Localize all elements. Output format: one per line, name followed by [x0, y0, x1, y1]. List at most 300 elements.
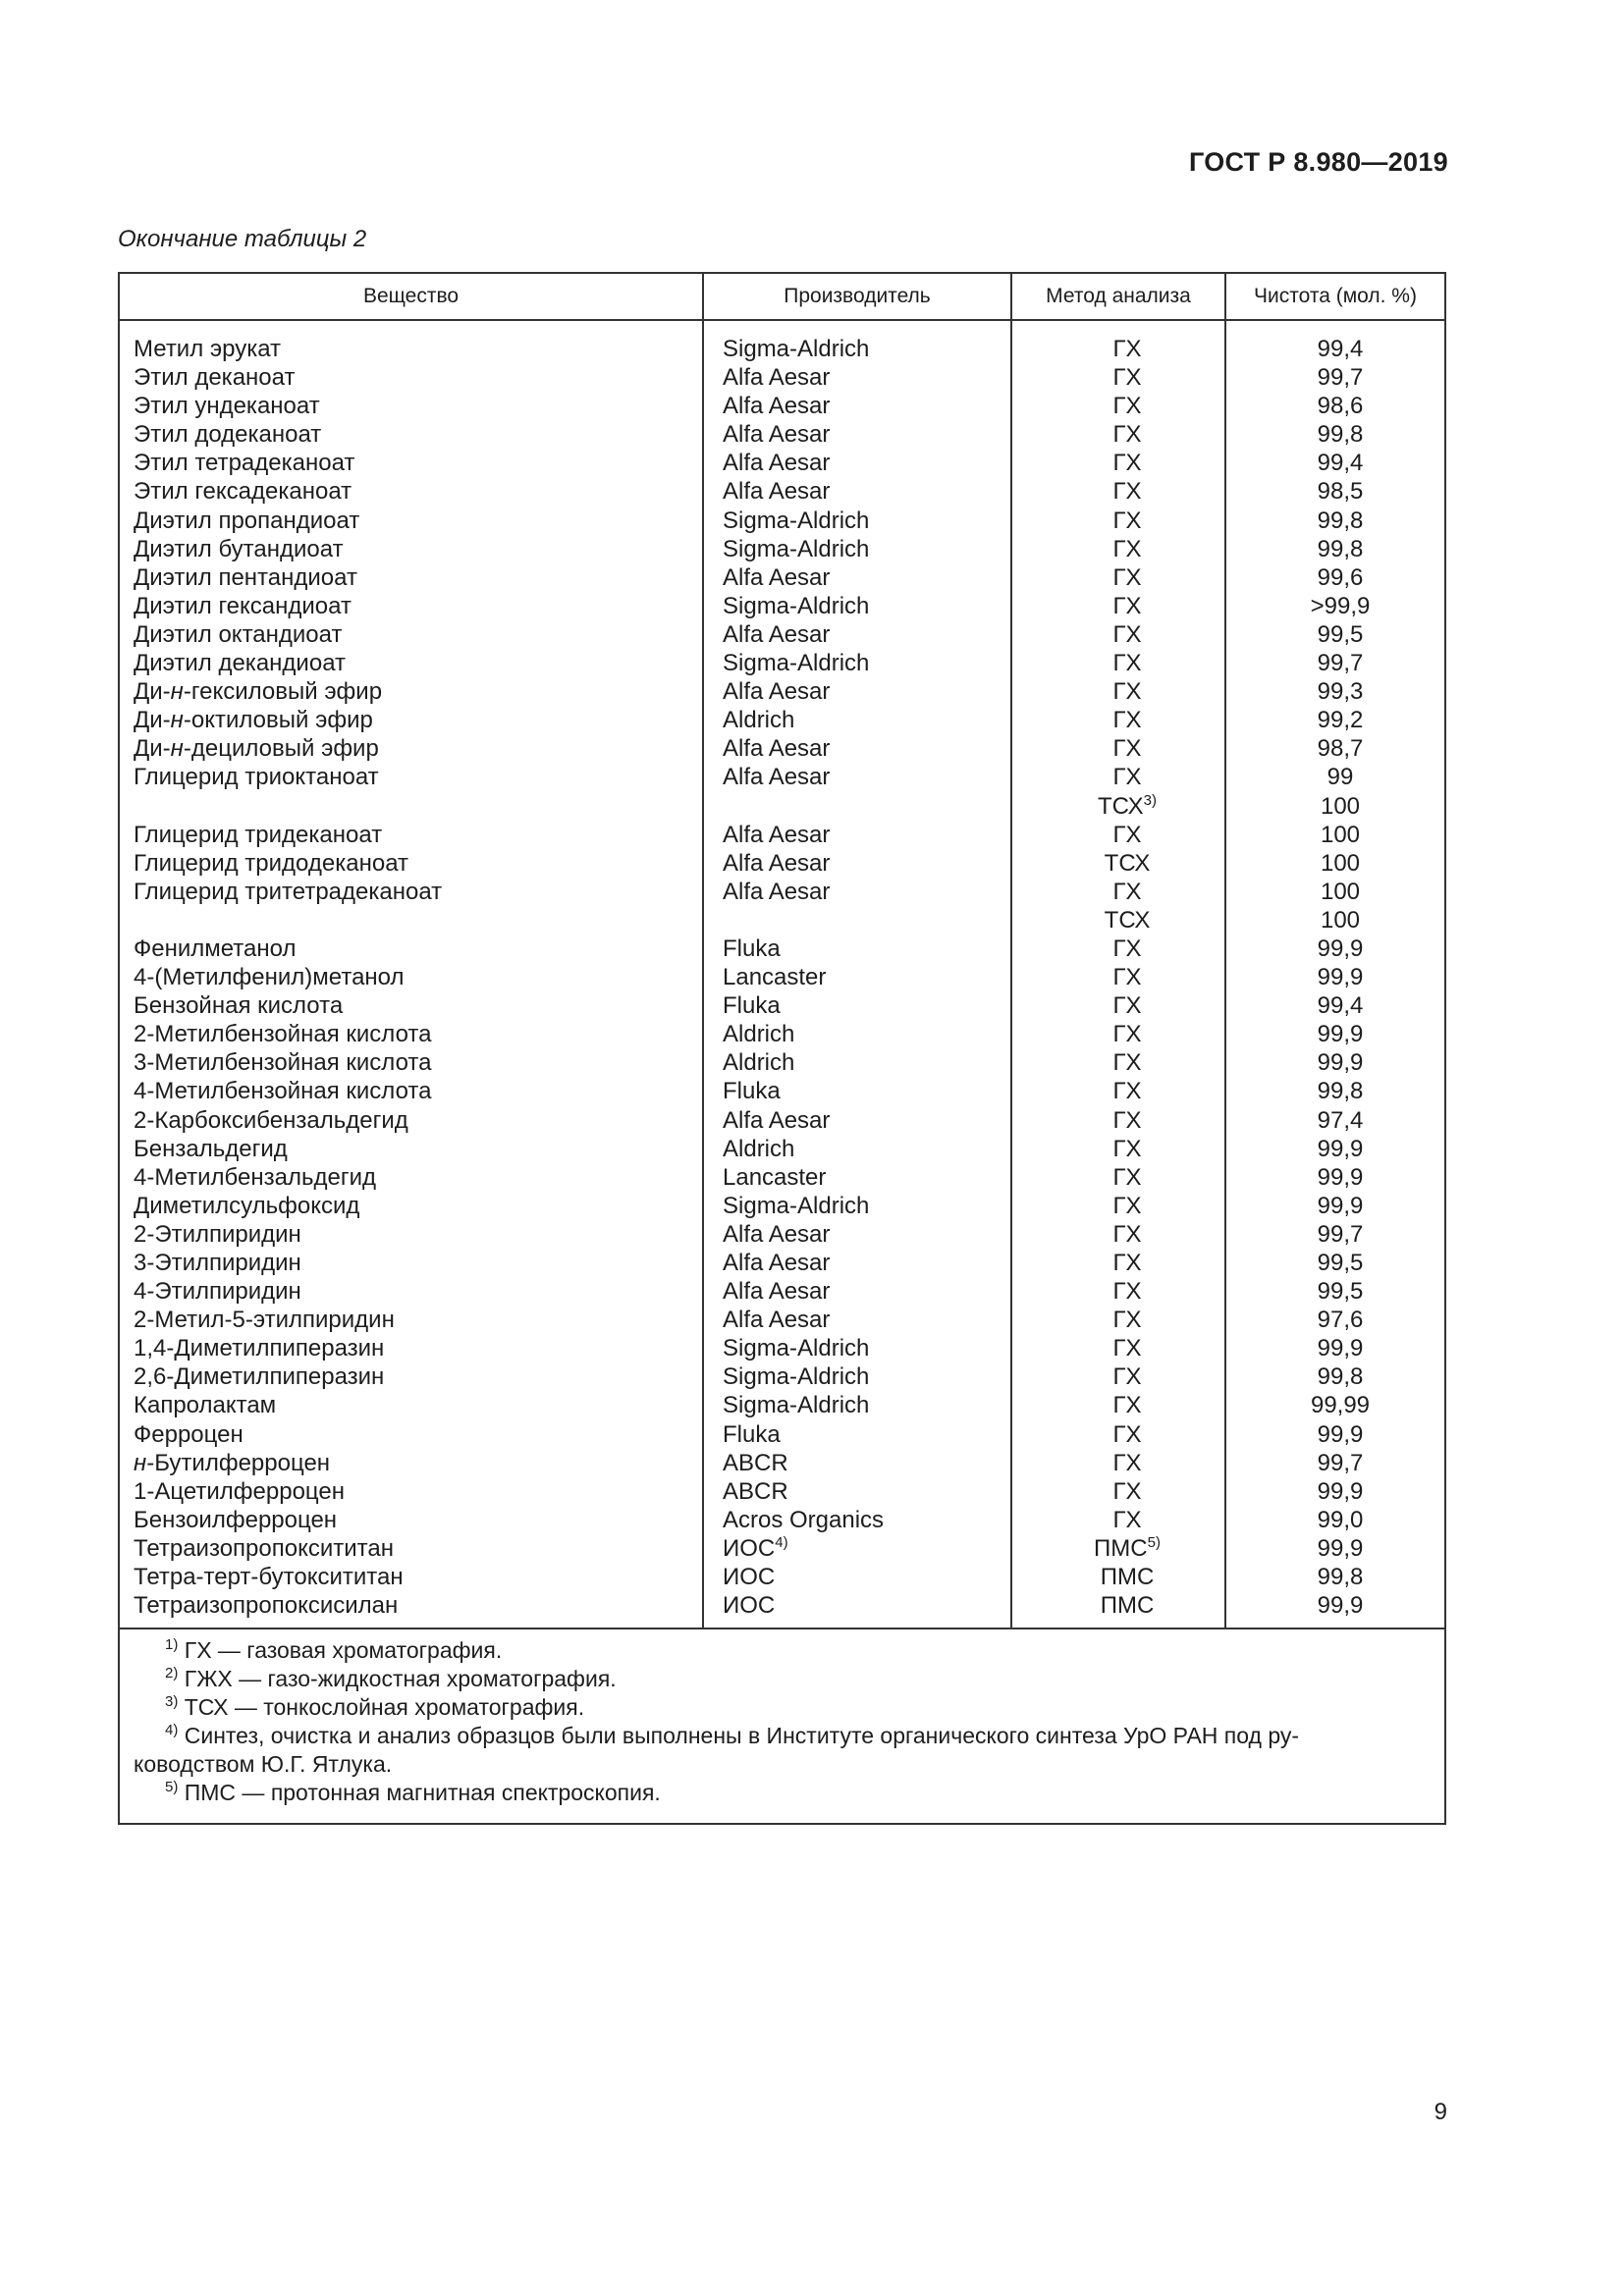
table-row [120, 1106, 1444, 1135]
method-text: ГХ [1112, 934, 1142, 962]
table-row [120, 1077, 1444, 1105]
method-text: ГХ [1112, 1049, 1142, 1077]
cell-purity: 99 [1326, 764, 1354, 791]
cell-maker [723, 477, 830, 506]
cell-substance: Бензальдегид [134, 1135, 288, 1162]
cell-method [1020, 1135, 1234, 1163]
table-row [120, 1506, 1444, 1534]
maker-text: ИОС [723, 1592, 776, 1620]
substance-text: -октиловый эфир [183, 707, 373, 734]
cell-maker [723, 449, 830, 477]
table-row [120, 906, 1444, 934]
substance-italic-prefix: н [170, 707, 184, 734]
cell-maker [723, 1563, 775, 1591]
footnote [120, 1779, 1444, 1807]
cell-purity: 99,8 [1317, 421, 1364, 449]
method-text: ГХ [1112, 563, 1142, 591]
table-row [120, 335, 1444, 363]
method-text: ГХ [1112, 421, 1142, 449]
cell-substance: Этил тетрадеканоат [134, 450, 355, 477]
cell-method [1020, 1449, 1234, 1477]
substance-text: Ди- [134, 678, 171, 706]
cell-purity: 100 [1320, 906, 1361, 934]
cell-maker [723, 1135, 794, 1163]
method-text: ГХ [1112, 1335, 1142, 1362]
cell-maker [723, 1249, 830, 1277]
cell-maker [723, 1306, 830, 1334]
cell-method [1020, 1048, 1234, 1077]
maker-text: Alfa Aesar [723, 620, 831, 648]
method-text: ГХ [1112, 1163, 1142, 1191]
maker-text: Sigma-Aldrich [723, 1192, 870, 1219]
cell-method [1020, 963, 1234, 991]
cell-purity: 99,9 [1317, 964, 1364, 991]
maker-text: Alfa Aesar [723, 878, 831, 905]
cell-substance [134, 706, 373, 734]
table-row [120, 649, 1444, 677]
table-row [120, 849, 1444, 878]
cell-method [1020, 563, 1234, 592]
column-header-substance: Вещество [362, 285, 460, 307]
maker-text: Alfa Aesar [723, 821, 831, 848]
table-row [120, 420, 1444, 449]
cell-purity: 99,3 [1317, 678, 1364, 706]
document-code: ГОСТ Р 8.980—2019 [1188, 147, 1448, 177]
maker-text: Alfa Aesar [723, 393, 831, 420]
cell-maker [723, 620, 830, 649]
cell-method [1020, 1391, 1234, 1419]
cell-purity: 98,7 [1317, 735, 1364, 763]
cell-method [1020, 1420, 1234, 1449]
method-text: ТСХ [1104, 849, 1151, 877]
cell-substance: Тетра-терт-бутоксититан [134, 1564, 404, 1591]
method-text: ГХ [1112, 1021, 1142, 1048]
cell-method [1020, 1477, 1234, 1506]
substance-italic-prefix: н [170, 735, 184, 763]
cell-method [1020, 1277, 1234, 1306]
cell-substance: Фенилметанол [134, 934, 297, 962]
cell-maker [723, 963, 826, 991]
method-text: ГХ [1112, 1307, 1142, 1334]
cell-method [1020, 1192, 1234, 1220]
maker-text: Alfa Aesar [723, 563, 831, 591]
method-text: ГХ [1112, 507, 1142, 534]
cell-maker [723, 649, 869, 677]
method-text: ПМС [1100, 1564, 1155, 1591]
footnote-continuation: ководством Ю.Г. Ятлука. [134, 1751, 393, 1777]
table-row [120, 1135, 1444, 1163]
table-row [120, 620, 1444, 649]
cell-purity: 99,8 [1317, 1363, 1364, 1391]
maker-text: Aldrich [723, 1135, 795, 1162]
maker-text: Sigma-Aldrich [723, 592, 870, 619]
cell-method [1020, 449, 1234, 477]
footnotes [120, 1636, 1444, 1807]
table-header [120, 274, 1444, 321]
cell-substance: 2-Метилбензойная кислота [134, 1021, 432, 1048]
cell-maker [723, 1506, 884, 1534]
method-text: ГХ [1112, 1250, 1142, 1276]
cell-purity: 99,5 [1317, 1250, 1364, 1276]
cell-substance [134, 677, 382, 706]
column-header-purity: Чистота (мол. %) [1254, 285, 1417, 307]
cell-purity: 97,6 [1317, 1307, 1364, 1334]
table-row [120, 1249, 1444, 1277]
cell-method [1020, 363, 1234, 392]
table-row [120, 1563, 1444, 1591]
table-row [120, 563, 1444, 592]
table-row [120, 963, 1444, 991]
table-row [120, 1477, 1444, 1506]
maker-text: Alfa Aesar [723, 450, 831, 477]
cell-maker [723, 1591, 775, 1620]
cell-method [1020, 1077, 1234, 1105]
cell-purity: >99,9 [1310, 592, 1371, 619]
maker-text: Aldrich [723, 707, 795, 734]
cell-method [1020, 677, 1234, 706]
maker-text: Sigma-Aldrich [723, 650, 870, 677]
cell-substance: Этил деканоат [134, 364, 296, 392]
cell-substance: Диэтил октандиоат [134, 620, 343, 648]
cell-substance: Ферроцен [134, 1420, 244, 1448]
cell-method [1020, 1563, 1234, 1591]
maker-text: Fluka [723, 1420, 781, 1448]
method-text: ГХ [1112, 1106, 1142, 1134]
cell-substance: Диэтил гександиоат [134, 592, 352, 619]
footnote-text: Синтез, очистка и анализ образцов были выполнены в Институте органического синтеза УрО РАН под ру- [178, 1723, 1300, 1748]
cell-method [1020, 849, 1234, 878]
cell-substance [134, 1449, 330, 1477]
cell-substance: Диэтил пентандиоат [134, 563, 357, 591]
cell-substance: Диметилсульфоксид [134, 1192, 360, 1219]
table-row [120, 1449, 1444, 1477]
maker-text: Lancaster [723, 1163, 827, 1191]
cell-purity: 99,8 [1317, 535, 1364, 562]
table-row [120, 763, 1444, 791]
table-row [120, 392, 1444, 420]
cell-maker [723, 1420, 781, 1449]
cell-purity: 99,7 [1317, 650, 1364, 677]
cell-maker [723, 878, 830, 906]
cell-maker [723, 420, 830, 449]
substance-text: Ди- [134, 707, 171, 734]
method-text: ГХ [1112, 1220, 1142, 1248]
method-text: ПМС [1100, 1592, 1155, 1620]
table-row [120, 821, 1444, 849]
cell-maker [723, 1163, 826, 1192]
maker-text: Alfa Aesar [723, 364, 831, 392]
substance-text: -Бутилферроцен [146, 1449, 331, 1476]
method-text: ГХ [1112, 735, 1142, 763]
cell-substance: Этил гексадеканоат [134, 478, 352, 506]
method-text: ГХ [1112, 1449, 1142, 1476]
cell-maker [723, 706, 794, 734]
maker-text: Alfa Aesar [723, 1220, 831, 1248]
cell-method [1020, 1249, 1234, 1277]
cell-substance: 1-Ацетилферроцен [134, 1477, 345, 1505]
maker-text: ИОС [723, 1564, 776, 1591]
cell-purity: 100 [1320, 878, 1361, 905]
cell-maker [723, 1449, 788, 1477]
cell-maker [723, 507, 869, 535]
cell-method [1020, 1334, 1234, 1362]
cell-substance: 4-Метилбензальдегид [134, 1163, 377, 1191]
cell-method [1020, 878, 1234, 906]
cell-substance: Бензойная кислота [134, 992, 344, 1020]
maker-text: Alfa Aesar [723, 1278, 831, 1306]
footnote-text: ГЖХ — газо-жидкостная хроматография. [178, 1666, 617, 1691]
cell-method [1020, 477, 1234, 506]
footnote [120, 1693, 1444, 1722]
maker-text: Alfa Aesar [723, 849, 831, 877]
method-text: ГХ [1112, 678, 1142, 706]
cell-method [1020, 1591, 1234, 1620]
cell-maker [723, 392, 830, 420]
table-row [120, 507, 1444, 535]
cell-purity: 99,9 [1317, 1592, 1364, 1620]
cell-substance: 1,4-Диметилпиперазин [134, 1335, 385, 1362]
column-header-method: Метод анализа [1046, 285, 1191, 307]
maker-text: Alfa Aesar [723, 1250, 831, 1276]
cell-maker [723, 821, 830, 849]
cell-purity: 99,2 [1317, 707, 1364, 734]
method-text: ПМС [1094, 1534, 1148, 1562]
cell-maker [723, 734, 830, 763]
cell-method [1020, 420, 1234, 449]
method-text: ГХ [1112, 1392, 1142, 1419]
cell-purity: 99,4 [1317, 336, 1364, 362]
footnote-ref: 5) [1147, 1533, 1161, 1551]
cell-maker [723, 1334, 869, 1362]
cell-substance: Капролактам [134, 1392, 277, 1419]
method-text: ГХ [1112, 650, 1142, 677]
footnote-mark: 2) [165, 1665, 179, 1682]
table-row [120, 1306, 1444, 1334]
method-text: ГХ [1112, 450, 1142, 477]
cell-maker [723, 991, 781, 1020]
cell-method [1020, 1106, 1234, 1135]
cell-purity: 99,9 [1317, 1135, 1364, 1162]
table-row [120, 449, 1444, 477]
cell-substance: Бензоилферроцен [134, 1506, 338, 1533]
method-text: ГХ [1112, 964, 1142, 991]
method-text: ГХ [1112, 592, 1142, 619]
maker-text: Sigma-Aldrich [723, 535, 870, 562]
cell-maker [723, 934, 781, 963]
cell-method [1020, 1220, 1234, 1249]
cell-purity: 99,9 [1317, 1477, 1364, 1505]
cell-purity: 99,9 [1317, 1420, 1364, 1448]
cell-substance: Этил додеканоат [134, 421, 322, 449]
cell-method [1020, 1362, 1234, 1391]
maker-text: Fluka [723, 992, 781, 1020]
maker-text: Fluka [723, 934, 781, 962]
cell-purity: 99,8 [1317, 1078, 1364, 1105]
cell-substance: Глицерид триоктаноат [134, 764, 379, 791]
cell-method [1020, 706, 1234, 734]
maker-text: Alfa Aesar [723, 478, 831, 506]
footnote-ref: 3) [1143, 791, 1157, 809]
table-row [120, 991, 1444, 1020]
cell-substance: 2-Метил-5-этилпиридин [134, 1307, 395, 1334]
method-text: ГХ [1112, 1078, 1142, 1105]
cell-method [1020, 792, 1234, 821]
table-caption: Окончание таблицы 2 [118, 226, 367, 252]
cell-maker [723, 1477, 788, 1506]
maker-text: Acros Organics [723, 1506, 885, 1533]
cell-purity: 99,7 [1317, 364, 1364, 392]
method-text: ГХ [1112, 1506, 1142, 1533]
table-row [120, 934, 1444, 963]
cell-purity: 99,0 [1317, 1506, 1364, 1533]
cell-maker [723, 363, 830, 392]
maker-text: Alfa Aesar [723, 1307, 831, 1334]
method-text: ГХ [1112, 1192, 1142, 1219]
cell-method [1020, 821, 1234, 849]
method-text: ГХ [1112, 393, 1142, 420]
cell-maker [723, 1362, 869, 1391]
table-row [120, 363, 1444, 392]
table-row [120, 878, 1444, 906]
footnote-ref: 4) [775, 1533, 788, 1551]
method-text: ГХ [1112, 992, 1142, 1020]
cell-method [1020, 934, 1234, 963]
cell-substance: Этил ундеканоат [134, 393, 320, 420]
cell-purity: 99,9 [1317, 1049, 1364, 1077]
cell-purity: 100 [1320, 792, 1361, 820]
maker-text: Aldrich [723, 1049, 795, 1077]
cell-method [1020, 763, 1234, 791]
footnote [120, 1722, 1444, 1750]
maker-text: Sigma-Aldrich [723, 1335, 870, 1362]
cell-method [1020, 1163, 1234, 1192]
cell-method [1020, 649, 1234, 677]
cell-purity: 99,6 [1317, 563, 1364, 591]
maker-text: Alfa Aesar [723, 764, 831, 791]
cell-substance: 4-(Метилфенил)метанол [134, 964, 405, 991]
cell-method [1020, 991, 1234, 1020]
cell-purity: 99,4 [1317, 450, 1364, 477]
table-row [120, 1277, 1444, 1306]
cell-substance: 2-Этилпиридин [134, 1220, 301, 1248]
cell-maker [723, 592, 869, 620]
maker-text: Sigma-Aldrich [723, 1363, 870, 1391]
cell-method [1020, 1306, 1234, 1334]
cell-substance: 4-Метилбензойная кислота [134, 1078, 432, 1105]
table-row [120, 1220, 1444, 1249]
page-number: 9 [1434, 2099, 1447, 2125]
cell-maker [723, 563, 830, 592]
method-text: ГХ [1112, 620, 1142, 648]
method-text: ГХ [1112, 478, 1142, 506]
cell-substance: 3-Этилпиридин [134, 1250, 301, 1276]
maker-text: Lancaster [723, 964, 827, 991]
cell-purity: 99,9 [1317, 1163, 1364, 1191]
footnote-mark: 1) [165, 1636, 179, 1653]
cell-method [1020, 392, 1234, 420]
cell-purity: 99,9 [1317, 1192, 1364, 1219]
footnote-mark: 3) [165, 1693, 179, 1710]
cell-substance: Глицерид тритетрадеканоат [134, 878, 443, 905]
cell-substance [134, 734, 379, 763]
cell-purity: 99,4 [1317, 992, 1364, 1020]
footnote-text: ГХ — газовая хроматография. [178, 1637, 503, 1663]
substance-italic-prefix: н [170, 678, 184, 706]
cell-maker [723, 535, 869, 563]
cell-purity: 99,8 [1317, 507, 1364, 534]
table-row [120, 1020, 1444, 1048]
footnote [120, 1665, 1444, 1693]
cell-purity: 99,7 [1317, 1220, 1364, 1248]
method-text: ГХ [1112, 821, 1142, 848]
cell-maker [723, 1534, 788, 1563]
cell-method [1020, 335, 1234, 363]
method-text: ТСХ [1098, 792, 1144, 820]
cell-purity: 99,8 [1317, 1564, 1364, 1591]
table-row [120, 706, 1444, 734]
cell-purity: 100 [1320, 849, 1361, 877]
maker-text: Alfa Aesar [723, 735, 831, 763]
table-row [120, 1334, 1444, 1362]
cell-purity: 99,9 [1317, 1335, 1364, 1362]
cell-substance: 3-Метилбензойная кислота [134, 1049, 432, 1077]
maker-text: Sigma-Aldrich [723, 336, 870, 362]
maker-text: Alfa Aesar [723, 421, 831, 449]
substance-text: -дециловый эфир [183, 735, 379, 763]
cell-substance: Метил эрукат [134, 336, 282, 362]
cell-substance: 2,6-Диметилпиперазин [134, 1363, 385, 1391]
table-row [120, 535, 1444, 563]
table-row [120, 477, 1444, 506]
cell-maker [723, 1048, 794, 1077]
cell-maker [723, 1077, 781, 1105]
cell-substance: Диэтил бутандиоат [134, 535, 344, 562]
cell-maker [723, 763, 830, 791]
maker-text: Alfa Aesar [723, 678, 831, 706]
cell-method [1020, 734, 1234, 763]
table-row [120, 1591, 1444, 1620]
column-header-maker: Производитель [784, 285, 931, 307]
cell-method [1020, 1534, 1234, 1563]
method-text: ГХ [1112, 336, 1142, 362]
cell-purity: 98,5 [1317, 478, 1364, 506]
table-row [120, 592, 1444, 620]
table-row [120, 1362, 1444, 1391]
maker-text: Sigma-Aldrich [723, 1392, 870, 1419]
cell-purity: 97,4 [1317, 1106, 1364, 1134]
cell-substance: 2-Карбоксибензальдегид [134, 1106, 408, 1134]
footnote-mark: 4) [165, 1722, 179, 1738]
method-text: ТСХ [1104, 906, 1151, 934]
cell-purity: 99,99 [1310, 1392, 1371, 1419]
footnote-text: ПМС — протонная магнитная спектроскопия. [178, 1780, 661, 1805]
maker-text: ABCR [723, 1477, 788, 1505]
table-row [120, 1192, 1444, 1220]
maker-text: Aldrich [723, 1021, 795, 1048]
cell-method [1020, 535, 1234, 563]
cell-method [1020, 507, 1234, 535]
cell-purity: 99,9 [1317, 934, 1364, 962]
cell-maker [723, 1192, 869, 1220]
cell-substance: 4-Этилпиридин [134, 1278, 301, 1306]
cell-purity: 99,9 [1317, 1534, 1364, 1562]
footnotes-divider [120, 1628, 1444, 1629]
substance-text: Ди- [134, 735, 171, 763]
cell-substance: Тетраизопропоксититан [134, 1534, 394, 1562]
table-row [120, 1048, 1444, 1077]
cell-purity: 99,5 [1317, 1278, 1364, 1306]
cell-method [1020, 906, 1234, 934]
